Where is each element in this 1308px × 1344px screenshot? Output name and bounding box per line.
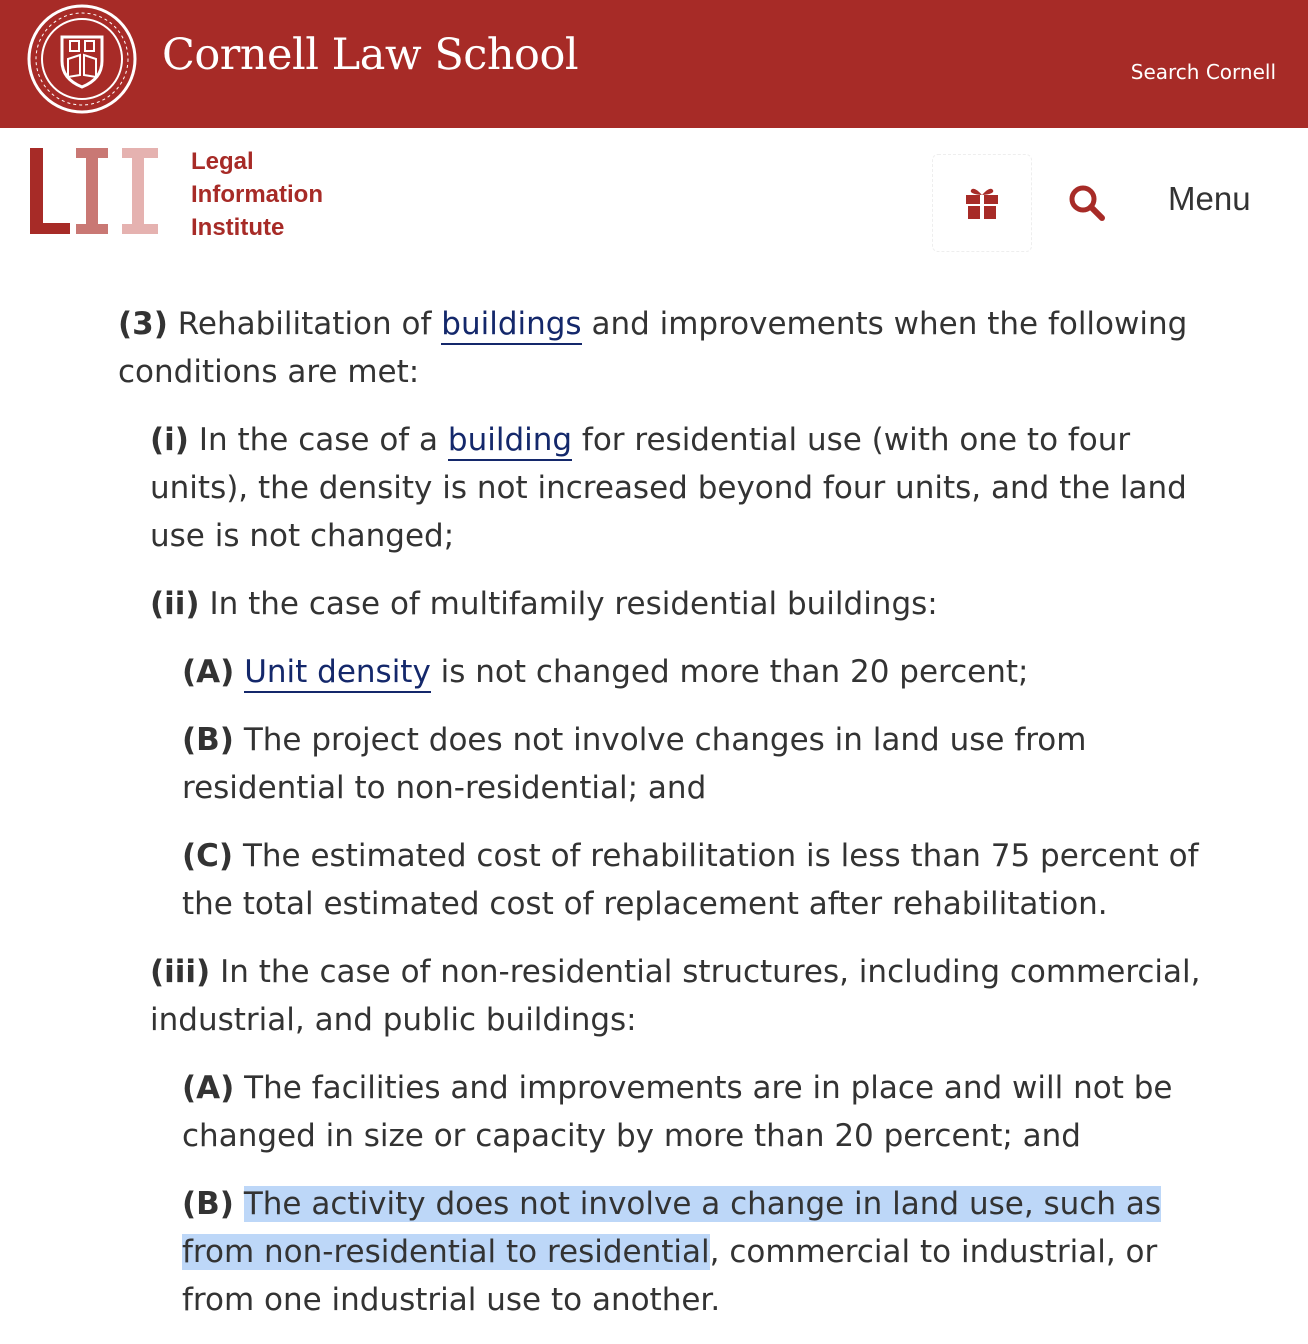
- paragraph-text: In the case of non-residential structures, including commercial, industrial, and public buildings:: [150, 954, 1201, 1038]
- paragraph-text: , commercial to industrial, or from one industrial use to another.: [182, 1234, 1158, 1318]
- selected-text[interactable]: The activity does not involve a change in land use, such as from non-residential to residential: [182, 1186, 1162, 1270]
- paragraph-ii: [118, 580, 1218, 628]
- school-name[interactable]: Cornell Law School: [162, 30, 579, 80]
- definition-link-unit-density[interactable]: Unit density: [244, 654, 431, 693]
- paragraph-ii-c: [118, 832, 1218, 928]
- paragraph-text: Rehabilitation of: [167, 306, 442, 342]
- enum-label: (A): [182, 1070, 235, 1106]
- enum-label: (3): [118, 306, 168, 342]
- search-cornell-link[interactable]: Search Cornell: [1130, 60, 1276, 84]
- enum-label: (B): [182, 1186, 234, 1222]
- lii-wordmark[interactable]: [191, 145, 323, 244]
- paragraph-i: [118, 416, 1218, 560]
- paragraph-text: is not changed more than 20 percent;: [430, 654, 1029, 690]
- enum-label: (C): [182, 838, 234, 874]
- paragraph-iii: [118, 948, 1218, 1044]
- paragraph-ii-b: [118, 716, 1218, 812]
- paragraph-3: [118, 300, 1218, 396]
- paragraph-text: The project does not involve changes in land use from residential to non-residential; and: [182, 722, 1087, 806]
- lii-logo[interactable]: [28, 148, 168, 238]
- lii-line-institute: Institute: [191, 214, 285, 241]
- enum-label: (B): [182, 722, 234, 758]
- lii-line-information: Information: [191, 181, 323, 208]
- definition-link-buildings[interactable]: buildings: [441, 306, 581, 345]
- enum-label: (i): [150, 422, 189, 458]
- paragraph-ii-a: [118, 648, 1218, 696]
- paragraph-text: for residential use (with one to four units), the density is not increased beyond four units, and the land use is not changed;: [150, 422, 1187, 554]
- cornell-seal-icon[interactable]: [26, 3, 138, 115]
- paragraph-iii-a: [118, 1064, 1218, 1160]
- gift-icon[interactable]: [964, 184, 1000, 220]
- paragraph-text: The facilities and improvements are in place and will not be changed in size or capacity by more than 20 percent; and: [182, 1070, 1173, 1154]
- cornell-header-bar: [0, 0, 1308, 128]
- paragraph-text: The estimated cost of rehabilitation is less than 75 percent of the total estimated cost of replacement after rehabilitation.: [182, 838, 1199, 922]
- paragraph-text: [234, 1186, 244, 1222]
- paragraph-iii-b: [118, 1180, 1218, 1324]
- menu-button[interactable]: Menu: [1168, 180, 1251, 217]
- search-icon[interactable]: [1067, 183, 1107, 223]
- definition-link-building[interactable]: building: [448, 422, 572, 461]
- paragraph-text: In the case of multifamily residential buildings:: [199, 586, 938, 622]
- paragraph-text: and improvements when the following conditions are met:: [118, 306, 1188, 390]
- enum-label: (ii): [150, 586, 200, 622]
- enum-label: (A): [182, 654, 235, 690]
- paragraph-text: In the case of a: [188, 422, 448, 458]
- regulation-text: [118, 300, 1218, 1344]
- lii-line-legal: Legal: [191, 148, 254, 175]
- enum-label: (iii): [150, 954, 211, 990]
